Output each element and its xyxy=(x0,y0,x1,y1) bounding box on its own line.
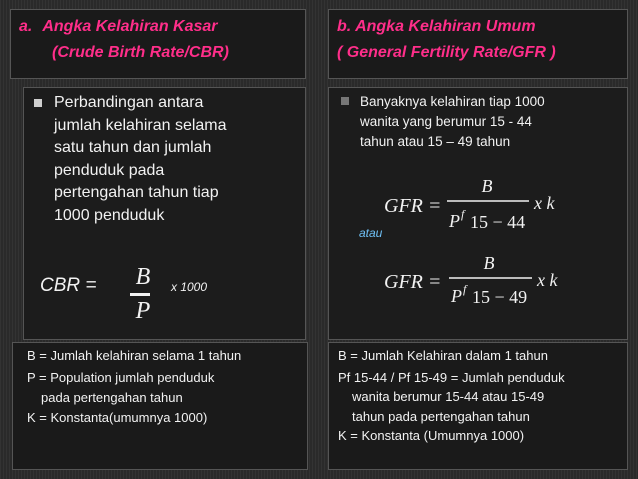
text-line: Banyaknya kelahiran tiap 1000 xyxy=(360,94,545,109)
gfr1-denom-range: 15 − 44 xyxy=(470,212,526,232)
cbr-definition-panel xyxy=(23,87,306,340)
denominator: P xyxy=(135,298,151,324)
text-line: satu tahun dan jumlah xyxy=(54,139,212,156)
atau-label: atau xyxy=(359,226,383,240)
text-line: Perbandingan antara xyxy=(54,94,204,111)
gfr-formulas xyxy=(329,88,629,341)
gfr1-denom-sup: f xyxy=(461,207,465,221)
gfr-variable-definitions xyxy=(328,342,628,470)
cbr-multiplier: x 1000 xyxy=(171,280,208,294)
definition-p-cont: pada pertengahan tahun xyxy=(41,390,183,405)
header-subtitle: ( General Fertility Rate/GFR ) xyxy=(337,44,556,61)
cbr-fraction xyxy=(132,264,154,325)
header-general-fertility-rate xyxy=(328,9,628,79)
definition-b: B = Jumlah kelahiran selama 1 tahun xyxy=(27,348,242,363)
header-title: b. Angka Kelahiran Umum xyxy=(337,18,536,35)
cbr-formula-lhs: CBR = xyxy=(40,275,97,296)
gfr1-lhs: GFR = xyxy=(384,195,442,217)
definition-pf-cont: tahun pada pertengahan tahun xyxy=(352,408,530,424)
fraction-bar xyxy=(130,293,150,296)
cbr-description xyxy=(54,92,304,227)
header-crude-birth-rate xyxy=(10,9,306,79)
gfr2-suffix: x k xyxy=(537,270,558,290)
gfr2-denom-sup: f xyxy=(463,282,467,296)
header-subtitle: (Crude Birth Rate/CBR) xyxy=(52,44,229,61)
bullet-square-icon xyxy=(34,99,42,107)
numerator: B xyxy=(135,264,151,290)
text-line: tahun atau 15 – 49 tahun xyxy=(360,134,511,149)
text-line: 1000 penduduk xyxy=(54,206,165,224)
gfr2-lhs: GFR = xyxy=(384,271,442,293)
gfr1-numerator: B xyxy=(481,176,493,196)
definition-k: K = Konstanta (Umumnya 1000) xyxy=(338,428,525,443)
header-title: Angka Kelahiran Kasar xyxy=(42,18,218,35)
gfr2-denom-p: P xyxy=(451,286,462,306)
definition-p: P = Population jumlah penduduk xyxy=(27,370,215,385)
text-line: penduduk pada xyxy=(54,161,165,179)
definition-pf-cont: wanita berumur 15-44 atau 15-49 xyxy=(352,389,545,404)
cbr-variable-definitions xyxy=(12,342,308,470)
gfr1-suffix: x k xyxy=(534,193,555,213)
gfr2-denom-range: 15 − 49 xyxy=(472,287,528,307)
header-number: a. xyxy=(19,18,33,35)
gfr2-numerator: B xyxy=(483,253,495,273)
definition-k: K = Konstanta(umumnya 1000) xyxy=(27,410,208,425)
definition-b: B = Jumlah Kelahiran dalam 1 tahun xyxy=(338,348,548,363)
gfr-definition-panel xyxy=(328,87,628,340)
text-line: wanita yang berumur 15 - 44 xyxy=(360,114,532,129)
gfr1-denom-p: P xyxy=(449,211,460,231)
text-line: pertengahan tahun tiap xyxy=(54,184,219,201)
definition-pf: Pf 15-44 / Pf 15-49 = Jumlah penduduk xyxy=(338,369,565,385)
text-line: jumlah kelahiran selama xyxy=(54,116,227,134)
